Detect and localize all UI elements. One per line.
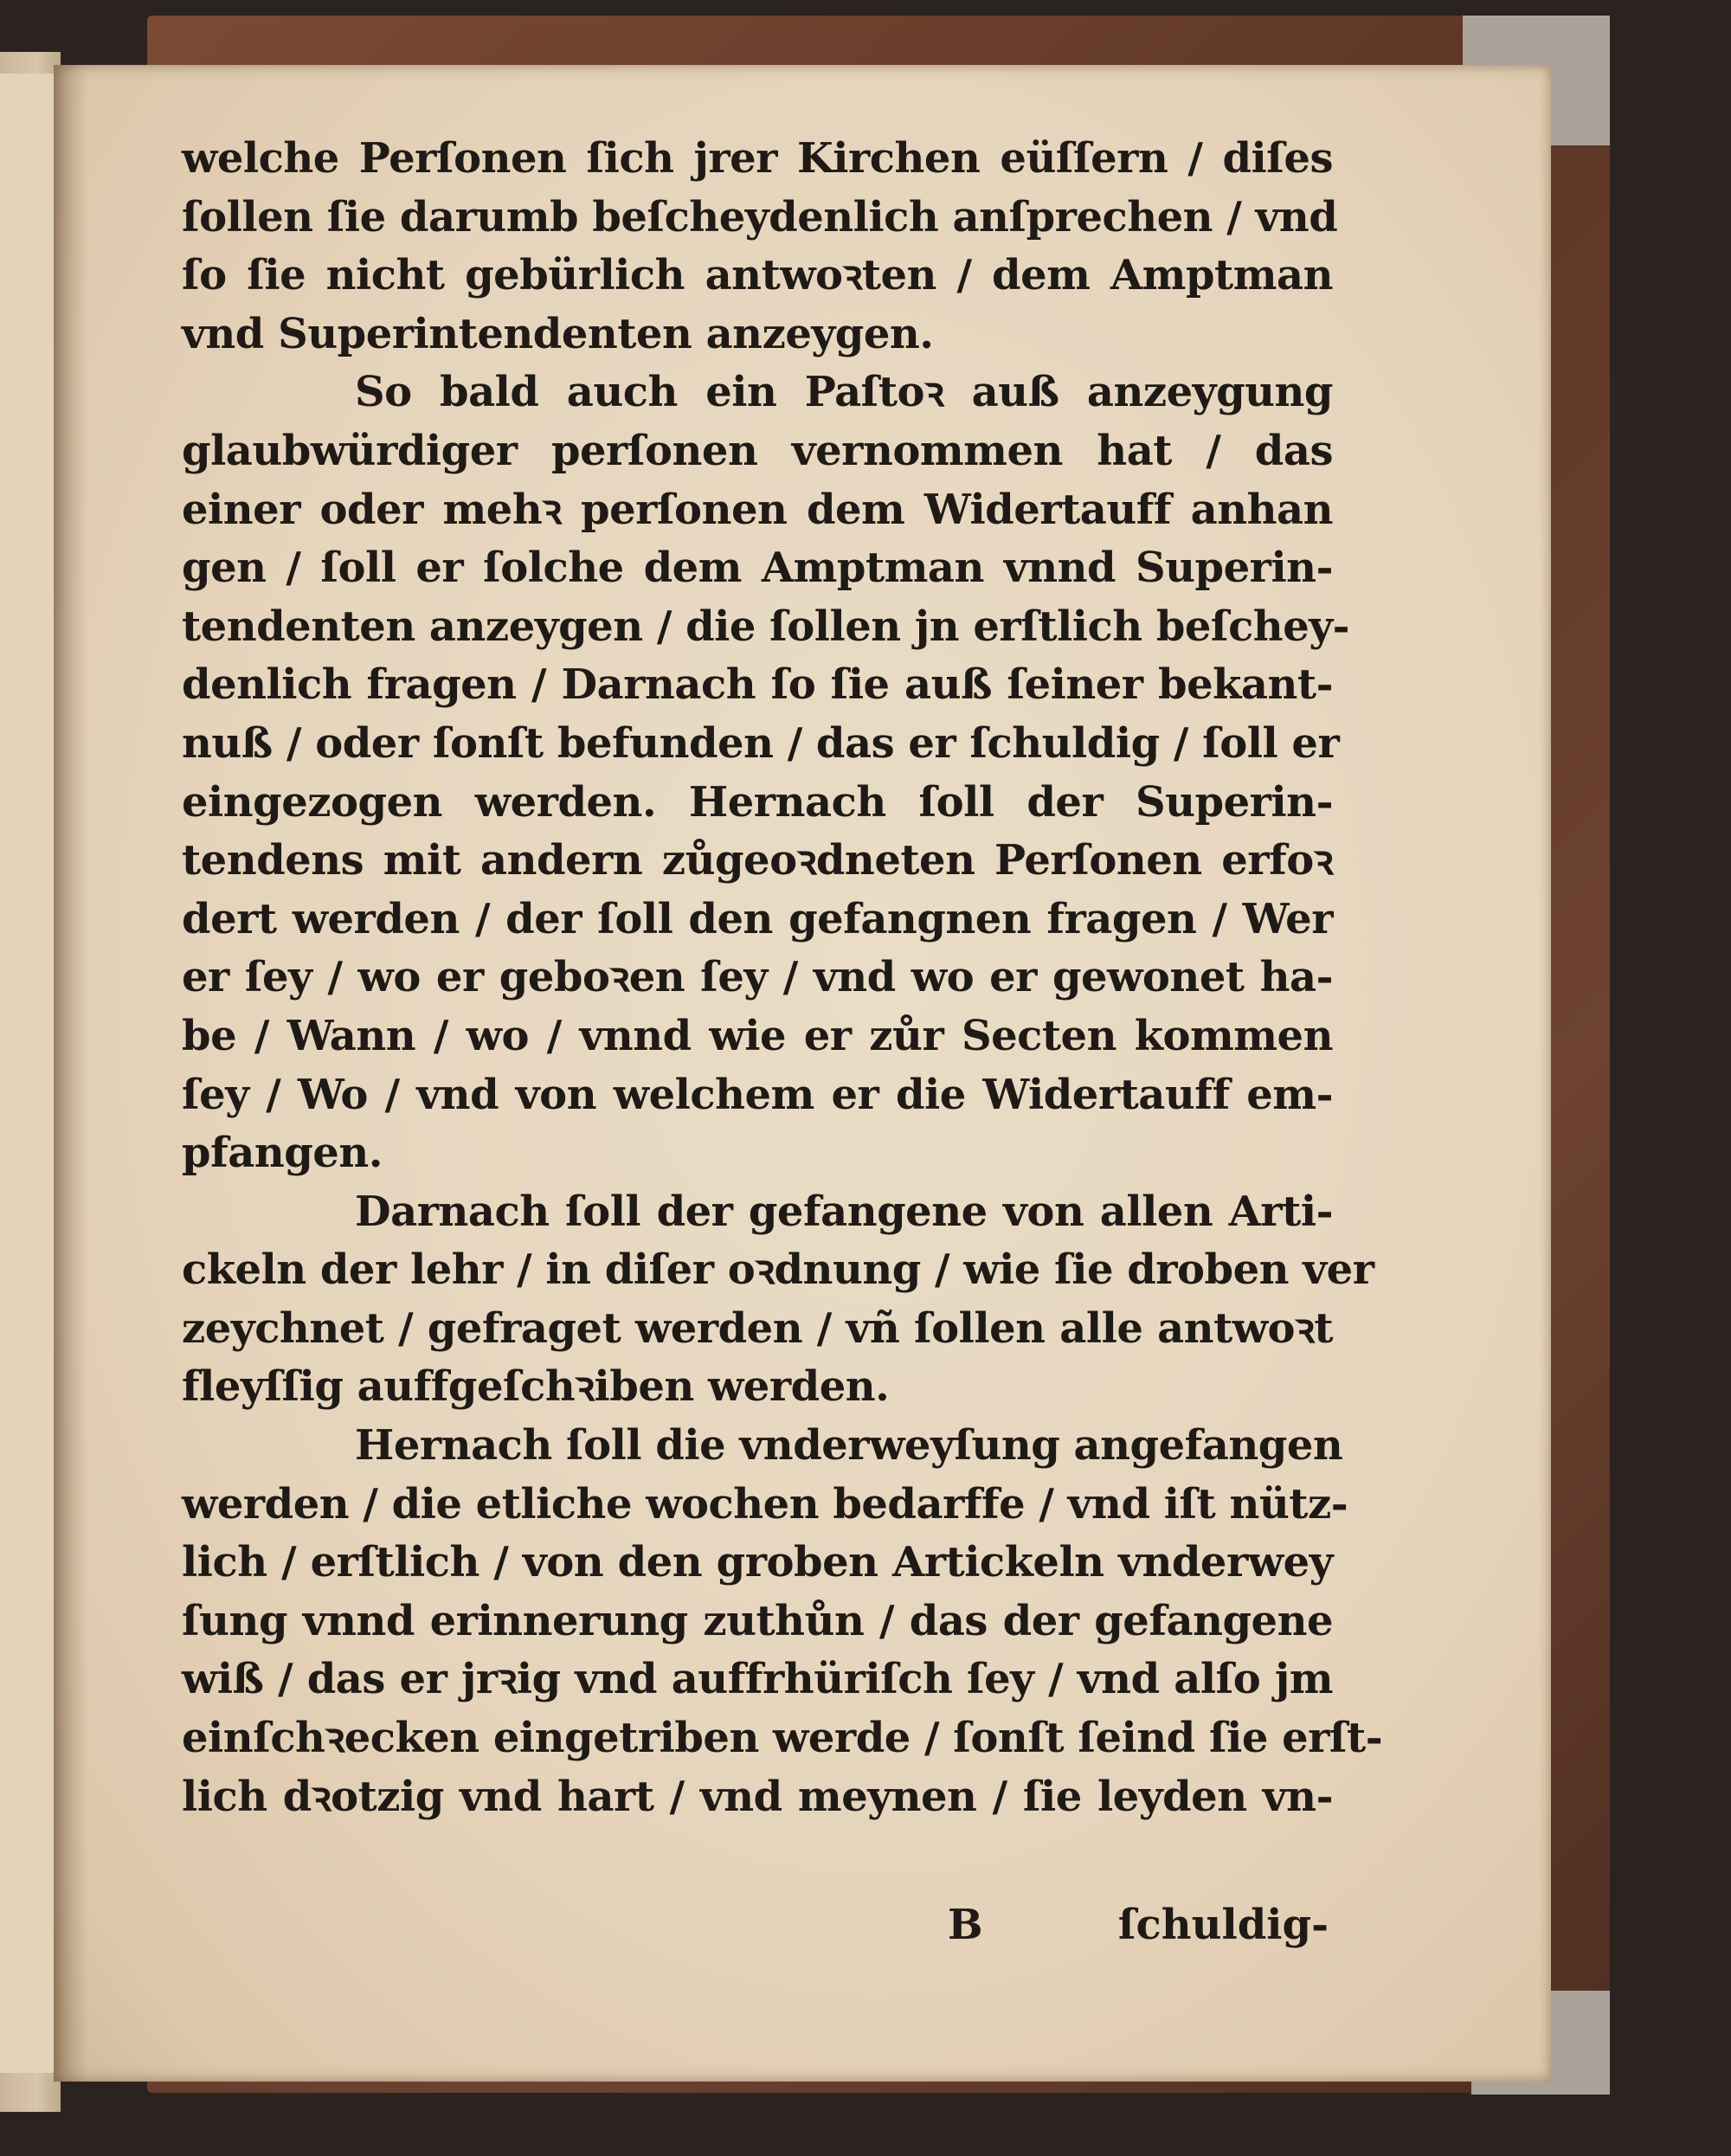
text-line: be / Wann / wo / vnnd wie er zůr Secten kommen xyxy=(182,1011,1333,1060)
text-line: welche Perſonen ſich jrer Kirchen eüſſern / diſes xyxy=(182,134,1333,183)
text-line: gen / ſoll er ſolche dem Amptman vnnd Superin- xyxy=(182,544,1333,593)
gutter-shadow xyxy=(54,65,88,2082)
text-line: einſchꝛecken eingetriben werde / ſonſt ſeind ſie erſt- xyxy=(182,1714,1383,1763)
signature-mark: B xyxy=(948,1901,983,1949)
text-line: ckeln der lehr / in diſer oꝛdnung / wie ſie droben ver xyxy=(182,1245,1374,1295)
page-text xyxy=(182,130,1383,1826)
text-line: glaubwürdiger perſonen vernommen hat / das xyxy=(182,426,1333,475)
text-line: nuß / oder ſonſt befunden / das er ſchuldig / ſoll er xyxy=(182,718,1340,768)
text-line: ſey / Wo / vnd von welchem er die Widertauff em- xyxy=(182,1070,1333,1119)
text-line: lich / erſtlich / von den groben Artickeln vnderwey xyxy=(182,1538,1333,1587)
page-footer xyxy=(948,1895,1329,1954)
text-line: tendenten anzeygen / die ſollen jn erſtlich beſchey- xyxy=(182,602,1350,651)
text-line: zeychnet / gefraget werden / vñ ſollen alle antwoꝛt xyxy=(182,1303,1333,1353)
text-line: dert werden / der ſoll den gefangnen fragen / Wer xyxy=(182,894,1333,943)
text-line: lich dꝛotzig vnd hart / vnd meynen / ſie leyden vn- xyxy=(182,1772,1333,1821)
catchword: ſchuldig- xyxy=(1117,1901,1329,1949)
text-line: vnd Superintendenten anzeygen. xyxy=(182,309,934,358)
text-line: wiß / das er jrꝛig vnd auffrhüriſch ſey / vnd alſo jm xyxy=(182,1655,1333,1704)
text-line: fleyſſig auffgeſchꝛiben werden. xyxy=(182,1362,890,1412)
text-line: ſollen ſie darumb beſcheydenlich anſprechen / vnd xyxy=(182,192,1338,241)
text-line: Hernach ſoll die vnderweyſung angefangen xyxy=(355,1421,1343,1471)
text-line: Darnach ſoll der gefangene von allen Arti- xyxy=(355,1187,1333,1236)
text-line: werden / die etliche wochen bedarffe / vnd iſt nütz- xyxy=(182,1479,1348,1529)
text-line: pfangen. xyxy=(182,1129,383,1178)
text-line: er ſey / wo er geboꝛen ſey / vnd wo er gewonet ha- xyxy=(182,953,1333,1002)
text-line: ſung vnnd erinnerung zuthůn / das der gefangene xyxy=(182,1596,1333,1645)
text-line: ſo ſie nicht gebürlich antwoꝛten / dem Amptman xyxy=(182,251,1333,300)
previous-leaf-edge xyxy=(0,74,55,2073)
text-line: So bald auch ein Paſtoꝛ auß anzeygung xyxy=(355,368,1333,417)
text-line: eingezogen werden. Hernach ſoll der Superin- xyxy=(182,777,1333,827)
text-line: einer oder mehꝛ perſonen dem Widertauff anhan xyxy=(182,485,1333,534)
text-line: tendens mit andern zůgeoꝛdneten Perſonen erfoꝛ xyxy=(182,836,1333,885)
text-line: denlich fragen / Darnach ſo ſie auß ſeiner bekant- xyxy=(182,660,1333,710)
